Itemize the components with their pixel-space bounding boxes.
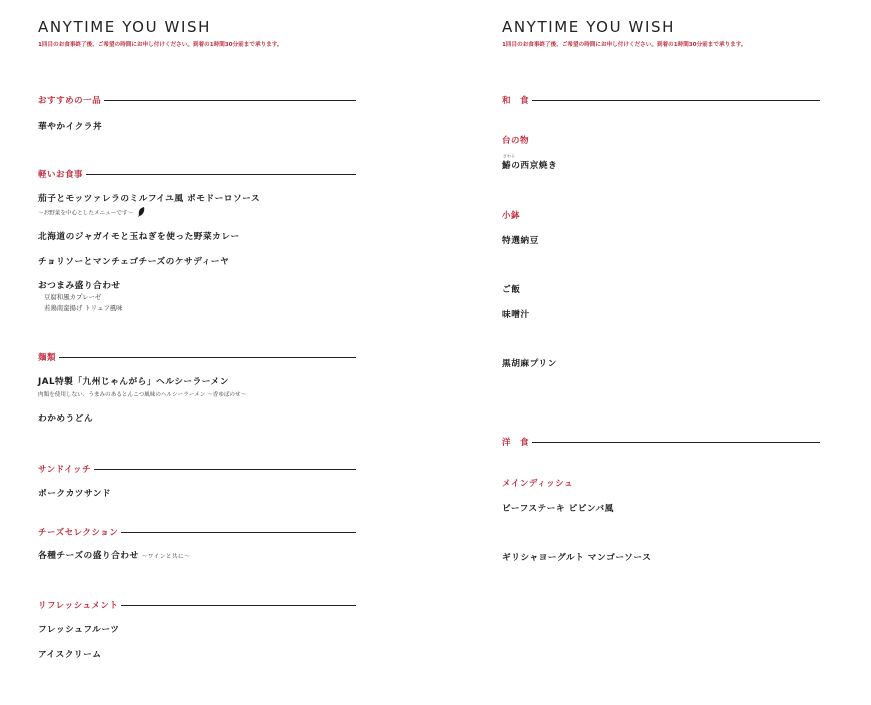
menu-item: わかめうどん [38,414,94,424]
menu-item: JAL特製「九州じゃんがら」ヘルシーラーメン [38,377,229,387]
section-recommend [38,94,356,106]
ruby-kanji [502,154,516,171]
menu-item: 華やかイクラ丼 [38,122,103,132]
section-label: サンドイッチ [38,465,91,475]
page-title: ANYTIME YOU WISH [38,18,211,36]
section-rule [532,100,820,101]
subsection-label: メインディッシュ [502,479,573,489]
menu-item [38,549,190,561]
section-refreshment [38,599,356,611]
section-label: 洋 食 [502,438,530,448]
menu-item-note: 〜ワインと共に〜 [141,554,191,560]
menu-item: ギリシャヨーグルト マンゴーソース [502,553,652,563]
menu-item-name: 各種チーズの盛り合わせ [38,551,139,561]
section-rule [94,469,356,470]
ruby-reading: さわら [503,154,516,158]
menu-item: チョリソーとマンチェゴチーズのケサディーヤ [38,257,230,267]
menu-item [502,154,558,171]
section-sandwich [38,463,356,475]
menu-item: ポークカツサンド [38,489,112,499]
subsection-label: 小鉢 [502,211,521,221]
section-yoshoku [502,436,820,448]
section-label: 和 食 [502,96,530,106]
kanji: 鰆 [502,161,512,171]
page-subtitle: 1回目のお食事終了後、ご希望の時間にお申し付けください。到着の1時間30分前まで承ります。 [38,42,283,48]
menu-item: 黒胡麻プリン [502,359,557,369]
section-label: チーズセレクション [38,528,119,538]
section-rule [532,442,820,443]
section-washoku [502,94,820,106]
section-rule [121,532,356,533]
menu-subitem: 若鶏南蛮揚げ トリュフ風味 [44,304,123,312]
section-rule [86,174,356,175]
section-label: 軽いお食事 [38,170,84,180]
section-rule [104,100,356,101]
leaf-icon [138,207,145,219]
section-rule [121,605,356,606]
menu-item: 北海道のジャガイモと玉ねぎを使った野菜カレー [38,232,240,242]
menu-item: ビーフステーキ ピピンバ風 [502,504,614,514]
page-subtitle: 1回目のお食事終了後、ご希望の時間にお申し付けください。到着の1時間30分前まで承ります。 [502,42,747,48]
menu-item: アイスクリーム [38,650,102,660]
menu-item-note [38,207,145,219]
menu-item-note: 肉類を使用しない、うまみのあるとんこつ風味のヘルシーラーメン 〜香ゆばのせ〜 [38,392,247,398]
vegetarian-note-text: 〜お野菜を中心としたメニューです〜 [38,210,134,217]
section-label: リフレッシュメント [38,601,119,611]
page-title: ANYTIME YOU WISH [502,18,675,36]
section-light-meal [38,168,356,180]
menu-item: ご飯 [502,285,521,295]
section-label: 麺類 [38,353,57,363]
menu-item: フレッシュフルーツ [38,625,120,635]
menu-item: 味噌汁 [502,310,530,320]
section-noodles [38,351,356,363]
subsection-label: 台の物 [502,136,530,146]
menu-item: 特選納豆 [502,236,539,246]
menu-item: おつまみ盛り合わせ [38,281,121,291]
section-cheese [38,526,356,538]
menu-item-name: の西京焼き [511,161,558,171]
section-rule [59,357,356,358]
menu-item: 茄子とモッツァレラのミルフイユ風 ポモドーロソース [38,194,261,204]
section-label: おすすめの一品 [38,96,102,106]
menu-subitem: 豆腐和風カプレーゼ [44,293,102,301]
